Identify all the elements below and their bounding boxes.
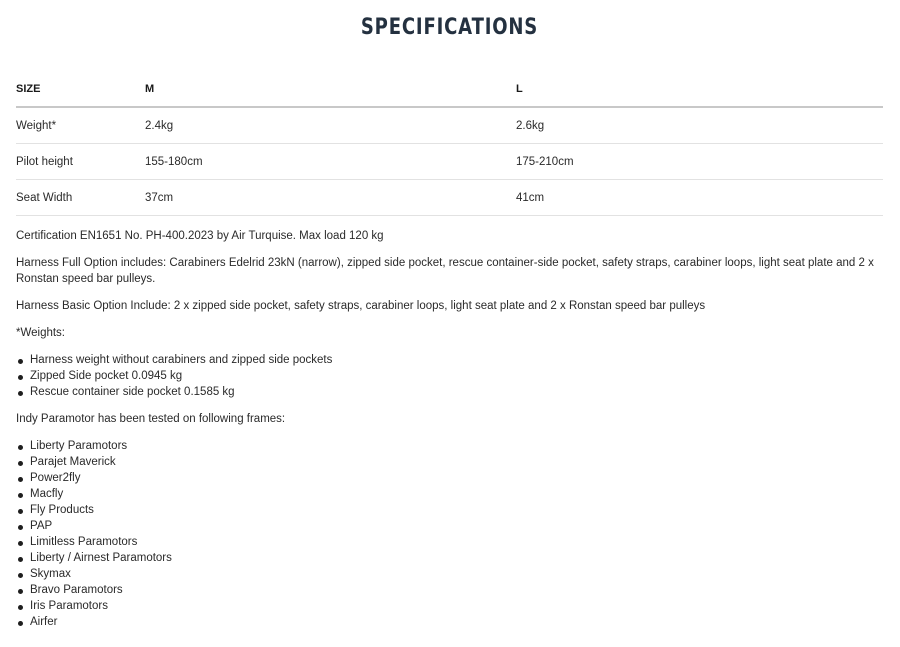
value-m: 2.4kg bbox=[145, 107, 516, 144]
table-row bbox=[16, 107, 883, 144]
list-item: Bravo Paramotors bbox=[16, 582, 883, 598]
table-row bbox=[16, 144, 883, 180]
full-option-text: Harness Full Option includes: Carabiners Edelrid 23kN (narrow), zipped side pocket, rescue container-side pocket, safety straps, carabiner loops, light seat plate and 2 x Ronstan speed bar pulleys. bbox=[16, 257, 874, 285]
list-item: PAP bbox=[16, 518, 883, 534]
list-item: Zipped Side pocket 0.0945 kg bbox=[16, 368, 883, 384]
list-item: Power2fly bbox=[16, 470, 883, 486]
page-title: SPECIFICATIONS bbox=[360, 15, 539, 40]
frames-list bbox=[16, 438, 883, 630]
specification-notes bbox=[16, 228, 883, 630]
table-header-row bbox=[16, 72, 883, 107]
weights-list bbox=[16, 352, 883, 400]
list-item: Liberty Paramotors bbox=[16, 438, 883, 454]
value-l: 2.6kg bbox=[516, 107, 883, 144]
value-m: 37cm bbox=[145, 180, 516, 216]
list-item: Airfer bbox=[16, 614, 883, 630]
list-item: Harness weight without carabiners and zipped side pockets bbox=[16, 352, 883, 368]
value-m: 155-180cm bbox=[145, 144, 516, 180]
header-size: SIZE bbox=[16, 72, 145, 107]
frames-heading: Indy Paramotor has been tested on following frames: bbox=[16, 413, 286, 425]
row-label: Seat Width bbox=[16, 180, 145, 216]
weights-heading: *Weights: bbox=[16, 327, 66, 339]
list-item: Iris Paramotors bbox=[16, 598, 883, 614]
certification-text: Certification EN1651 No. PH-400.2023 by Air Turquise. Max load 120 kg bbox=[16, 230, 384, 242]
value-l: 41cm bbox=[516, 180, 883, 216]
list-item: Macfly bbox=[16, 486, 883, 502]
basic-option-text: Harness Basic Option Include: 2 x zipped side pocket, safety straps, carabiner loops, light seat plate and 2 x Ronstan speed bar pulleys bbox=[16, 300, 706, 312]
row-label: Weight* bbox=[16, 107, 145, 144]
list-item: Fly Products bbox=[16, 502, 883, 518]
table-row bbox=[16, 180, 883, 216]
specifications-table bbox=[16, 72, 883, 216]
header-size-m: M bbox=[145, 72, 516, 107]
header-size-l: L bbox=[516, 72, 883, 107]
list-item: Skymax bbox=[16, 566, 883, 582]
list-item: Parajet Maverick bbox=[16, 454, 883, 470]
list-item: Liberty / Airnest Paramotors bbox=[16, 550, 883, 566]
row-label: Pilot height bbox=[16, 144, 145, 180]
list-item: Rescue container side pocket 0.1585 kg bbox=[16, 384, 883, 400]
value-l: 175-210cm bbox=[516, 144, 883, 180]
list-item: Limitless Paramotors bbox=[16, 534, 883, 550]
